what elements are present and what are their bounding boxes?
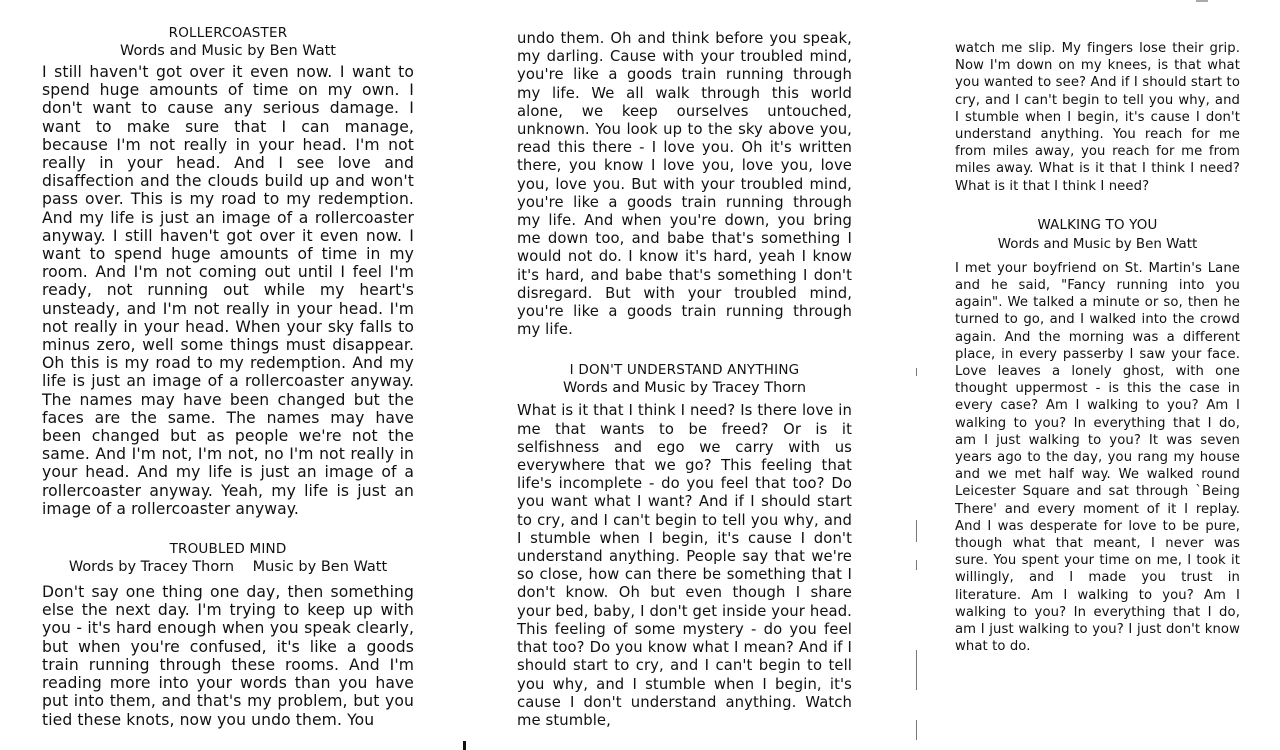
song-title: ROLLERCOASTER [168, 25, 288, 41]
column-middle [517, 0, 852, 730]
song-credit: Words and Music by Tracey Thorn [562, 380, 807, 397]
song-credit: Words and Music by Ben Watt [997, 236, 1198, 252]
page-fold-marks [916, 320, 917, 750]
song-lyrics: I met your boyfriend on St. Martin's Lane and he said, "Fancy running into you again". We talked a minute or so, then he turned to go, and I walked into the crowd again. And the morning was a different place, in every passerby I saw your face. Love leaves a lonely ghost, with one thought uppermost - is this the case in every case? Am I walking to you? Am I walking to you? In everything that I do, am I just walking to you? It was seven years ago to the day, you rang my house and we met half way. We walked round Leicester Square and sat through `Being There' and every moment of it I replay. And I was desperate for love to be pure, though what that meant, I never was sure. You spent your time on me, I took it willingly, and I made you trust in literature. Am I walking to you? Am I walking to you? In everything that I do, am I just walking to you? I just don't know what to do. [955, 260, 1240, 655]
song-title: I DON'T UNDERSTAND ANYTHING [569, 362, 800, 379]
song-lyrics: I still haven't got over it even now. I want to spend huge amounts of time on my own. I don't want to cause any serious damage. I want to make sure that I can manage, because I'm not really in your head. I'm not really in your head. And I see love and disaffection and the clouds build up and won't pass over. This is my road to my redemption. And my life is just an image of a rollercoaster anyway. I still haven't got over it even now. I want to spend huge amounts of time in my room. And I'm not coming out until I feel I'm ready, not running out while my heart's unsteady, and I'm not really in your head. I'm not really in your head. When your sky falls to minus zero, well some things must disappear. Oh this is my road to my redemption. And my life is just an image of a rollercoaster anyway. The names may have been changed but the faces are the same. The names may have been changed but as people we're not the same. And I'm not, I'm not, no I'm not really in your head. And my life is just an image of a rollercoaster anyway. Yeah, my life is just an image of a rollercoaster anyway. [42, 63, 414, 518]
song-troubled-mind-continued [517, 0, 852, 339]
song-walking-to-you [955, 217, 1240, 656]
song-troubled-mind [42, 540, 414, 729]
print-mark [463, 741, 466, 750]
song-rollercoaster [42, 0, 414, 518]
song-title: TROUBLED MIND [169, 541, 287, 558]
song-title: WALKING TO YOU [1037, 217, 1158, 233]
column-left [42, 0, 414, 729]
corner-mark [1196, 0, 1208, 2]
song-credit: Words by Tracey Thorn Music by Ben Watt [68, 559, 388, 576]
song-lyrics-part1: Don't say one thing one day, then something else the next day. I'm trying to keep up with you - it's hard enough when you speak clearly, but when you're confused, it's like a goods train running through these rooms. And I'm reading more into your words than you have put into them, and that's my problem, but you tied these knots, now you undo them. You [42, 583, 414, 729]
song-lyrics-part2: watch me slip. My fingers lose their grip. Now I'm down on my knees, is that what you wanted to see? And if I should start to cry, and I can't begin to tell you why, and I stumble when I begin, it's cause I don't understand anything. You reach for me from miles away, you reach for me from miles away. What is it that I think I need? What is it that I think I need? [955, 41, 1240, 194]
column-right [955, 0, 1240, 656]
song-credit: Words and Music by Ben Watt [120, 43, 336, 59]
song-i-dont-understand-anything-continued [955, 0, 1240, 195]
song-i-dont-understand-anything [517, 361, 852, 730]
song-lyrics-part1: What is it that I think I need? Is there love in me that wants to be freed? Or is it selfishness and ego we carry with us everywhere that we go? This feeling that life's incomplete - do you feel that too? Do you want what I want? And if I should start to cry, and I can't begin to tell you why, and I stumble when I begin, it's cause I don't understand anything. People say that we're so close, how can there be something that I don't know. Oh but even though I share your bed, baby, I don't get inside your head. This feeling of some mystery - do you feel that too? Do you know what I mean? And if I should start to cry, and I can't begin to tell you why, and I stumble when I begin, it's cause I don't understand anything. Watch me stumble, [517, 402, 852, 729]
song-lyrics-part2: undo them. Oh and think before you speak, my darling. Cause with your troubled mind, you're like a goods train running through my life. We all walk through this world alone, we keep ourselves untouched, unknown. You look up to the sky above you, read this there - I love you. Oh it's written there, you know I love you, love you, love you, love you. But with your troubled mind, you're like a goods train running through my life. And when you're down, you bring me down too, and babe that's something I would not do. I know it's hard, yeah I know it's hard, and babe that's something I don't disregard. But with your troubled mind, you're like a goods train running through my life. [517, 30, 852, 339]
